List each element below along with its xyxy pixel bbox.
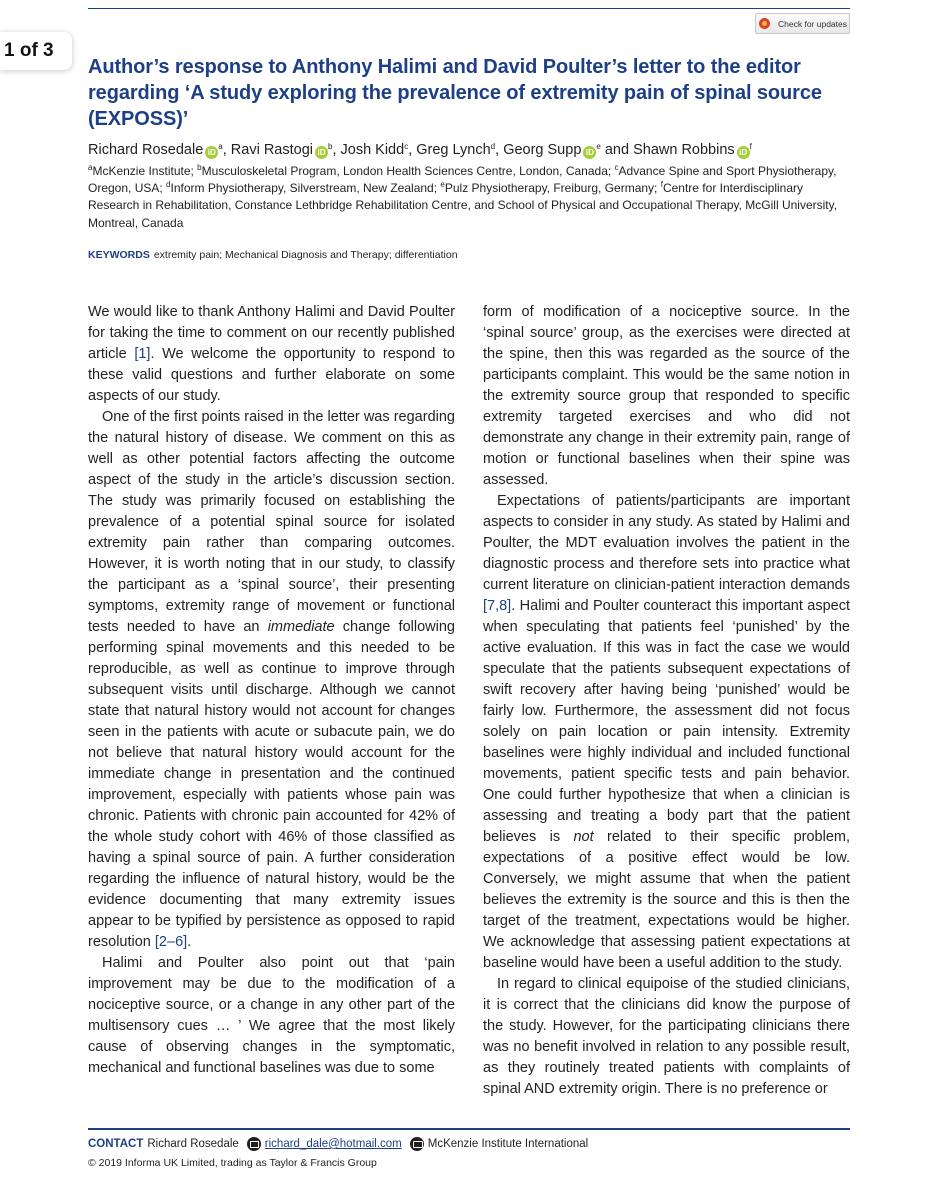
affiliation-text: Advance Spine and Sport Physiotherapy, Oregon, USA; bbox=[88, 164, 837, 196]
author-list bbox=[88, 140, 848, 160]
orcid-icon[interactable]: iD bbox=[315, 146, 328, 159]
body-column-right bbox=[483, 302, 850, 1100]
contact-line bbox=[88, 1136, 848, 1152]
affiliation-text: Inform Physiotherapy, Silverstream, New Zealand; bbox=[170, 181, 441, 196]
affiliation-text: Musculoskeletal Program, London Health Sciences Centre, London, Canada; bbox=[201, 164, 615, 178]
body-paragraph bbox=[483, 302, 850, 491]
author-name[interactable]: Georg Supp bbox=[503, 142, 582, 158]
paragraph-text: change following performing spinal movements and this needed to be reproducible, as well as continue to improve through subsequent visits until discharge. Although we cannot state that natural history would not account for changes seen in the patients with acute or subacute pain, we do not believe that natural history would account for the immediate change in presentation and the continued improvement, especially with patients whose pain was chronic. Patients with chronic pain accounted for 42% of the whole study cohort with 46% of those classified as having a spinal source of pain. A further consideration regarding the influence of natural history, would be the evidence documenting that many extremity issues appear to be typified by persistence as opposed to rapid resolution bbox=[88, 619, 455, 950]
affiliation-marker: a bbox=[88, 163, 93, 172]
check-for-updates-label: Check for updates bbox=[778, 18, 847, 29]
author-affiliation-marker: a bbox=[218, 142, 223, 151]
emphasis-text: not bbox=[573, 829, 594, 845]
author-affiliation-marker: b bbox=[327, 142, 333, 151]
author-affiliation-marker: e bbox=[596, 142, 601, 151]
paragraph-text: Expectations of patients/participants are important aspects to consider in any study. As stated by Halimi and Poulter, the MDT evaluation involves the patient in the diagnostic process and therefore sets into practice what current literature on clinician-patient interaction demands bbox=[483, 493, 850, 593]
affiliation-text: McKenzie Institute; bbox=[92, 164, 198, 178]
author-affiliation-marker: d bbox=[490, 142, 496, 151]
paragraph-text: . We welcome the opportunity to respond to these valid questions and further elaborate on some aspects of our study. bbox=[88, 346, 455, 404]
contact-label: CONTACT bbox=[88, 1138, 144, 1150]
author-separator: , bbox=[222, 142, 231, 158]
affiliation-text: Centre for Interdisciplinary Research in Rehabilitation, Constance Lethbridge Rehabilitation Centre, and School of Physical and Occupational Therapy, McGill University, Montreal, Canada bbox=[88, 181, 838, 230]
body-paragraph bbox=[88, 953, 455, 1079]
emphasis-text: immediate bbox=[267, 619, 335, 635]
email-icon bbox=[247, 1137, 261, 1151]
body-paragraph bbox=[88, 302, 455, 407]
affiliation-text: Pulz Physiotherapy, Freiburg, Germany; bbox=[444, 181, 661, 196]
paragraph-text: form of modification of a nociceptive source. In the ‘spinal source’ group, as the exercises were directed at the spine, then this was regarded as the source of the participants complaint. This would be the same notion in the extremity source group that responded to specific extremity targeted exercises and who did not demonstrate any change in their extremity pain, range of motion or functional baselines when their spine was assessed. bbox=[483, 304, 850, 488]
author-separator: , bbox=[495, 142, 504, 158]
paragraph-text: We would like to thank Anthony Halimi and David Poulter for taking the time to comment on our recently published article bbox=[88, 304, 455, 362]
author-name[interactable]: Richard Rosedale bbox=[88, 142, 204, 158]
body-column-left bbox=[88, 302, 455, 1079]
keywords-label: KEYWORDS bbox=[88, 249, 150, 261]
citation-link[interactable]: [2–6] bbox=[154, 934, 188, 950]
paragraph-text: One of the first points raised in the letter was regarding the natural history of disease. We comment on this as well as other potential factors affecting the outcome aspect of the study in the article’s discussion section. The study was primarily focused on establishing the prevalence of a potential spinal source for isolated extremity pain rather than comparing outcomes. However, it is worth noting that in our study, to classify the participant as a ‘spinal source’, their presenting symptoms, extremity range of movement or functional tests needed to have an bbox=[88, 409, 455, 635]
paragraph-text: In regard to clinical equipoise of the studied clinicians, it is correct that the clinicians did know the purpose of the study. However, for the participating clinicians there was no benefit involved in relation to any possible result, as they routinely treated patients with complaints of spinal AND extremity origin. There is no preference or bbox=[483, 976, 850, 1097]
body-paragraph bbox=[483, 491, 850, 974]
orcid-icon[interactable]: iD bbox=[583, 146, 596, 159]
contact-email-link[interactable]: richard_dale@hotmail.com bbox=[264, 1138, 402, 1150]
affiliation-marker: e bbox=[440, 180, 445, 190]
footer-rule bbox=[88, 1128, 850, 1130]
keywords bbox=[88, 248, 848, 262]
affiliation-marker: c bbox=[614, 163, 619, 172]
orcid-icon[interactable]: iD bbox=[737, 146, 750, 159]
paragraph-text: . Halimi and Poulter counteract this important aspect when speculating that patients feel ‘punished’ by the active evaluation. If this was in fact the case we would speculate that the patients subsequent expectations of swift recovery after having being ‘punished’ would be fairly low. Furthermore, the assessment did not focus solely on pain location or pain intensity. Extremity baselines were highly individual and included functional movements, patient specific tests and pain behavior. One could further hypothesize that when a clinician is assessing and treating a body part that the patient believes is bbox=[483, 598, 850, 845]
crossmark-icon bbox=[759, 18, 770, 29]
copyright-notice: © 2019 Informa UK Limited, trading as Taylor & Francis Group bbox=[88, 1157, 377, 1169]
author-separator: , bbox=[408, 142, 417, 158]
body-paragraph bbox=[88, 407, 455, 953]
paragraph-text: related to their specific problem, expectations of a positive effect would be low. Conversely, we might assume that when the patient believes the extremity is the source and this is then the target of the treatment, expectations would be higher. We acknowledge that assessing patient expectations at baseline would have been a useful addition to the study. bbox=[483, 829, 851, 971]
article-title: Author’s response to Anthony Halimi and David Poulter’s letter to the editor regarding ‘A study exploring the prevalence of extremity pain of spinal source (EXPOSS)’ bbox=[88, 56, 822, 130]
author-affiliation-marker: f bbox=[749, 142, 752, 151]
institution-icon bbox=[410, 1137, 424, 1151]
author-name[interactable]: Shawn Robbins bbox=[633, 142, 735, 158]
keywords-text: extremity pain; Mechanical Diagnosis and Therapy; differentiation bbox=[153, 249, 458, 261]
contact-name: Richard Rosedale bbox=[147, 1138, 239, 1150]
affiliation-marker: d bbox=[166, 180, 171, 190]
body-paragraph bbox=[483, 974, 850, 1100]
orcid-icon[interactable]: iD bbox=[205, 146, 218, 159]
paragraph-text: Halimi and Poulter also point out that ‘pain improvement may be due to the modification of a nociceptive source, or a change in any other part of the multisensory cues … ’ We agree that the most likely cause of observing changes in the symptomatic, mechanical and functional baselines was due to some bbox=[88, 955, 455, 1076]
affiliation-marker: b bbox=[197, 163, 202, 172]
header-rule bbox=[88, 8, 850, 9]
page-indicator: 1 of 3 bbox=[0, 32, 72, 70]
paragraph-text: . bbox=[187, 934, 192, 950]
author-name[interactable]: Ravi Rastogi bbox=[230, 142, 313, 158]
author-name[interactable]: Greg Lynch bbox=[416, 142, 491, 158]
citation-link[interactable]: [1] bbox=[134, 346, 151, 362]
author-affiliation-marker: c bbox=[404, 142, 409, 151]
affiliations bbox=[88, 163, 848, 232]
author-name[interactable]: Josh Kidd bbox=[340, 142, 405, 158]
author-separator: , bbox=[332, 142, 341, 158]
citation-link[interactable]: [7,8] bbox=[483, 598, 512, 614]
author-separator: and bbox=[600, 142, 634, 158]
affiliation-marker: f bbox=[660, 180, 663, 190]
check-for-updates-button[interactable] bbox=[755, 13, 850, 34]
contact-institution: McKenzie Institute International bbox=[427, 1138, 589, 1150]
